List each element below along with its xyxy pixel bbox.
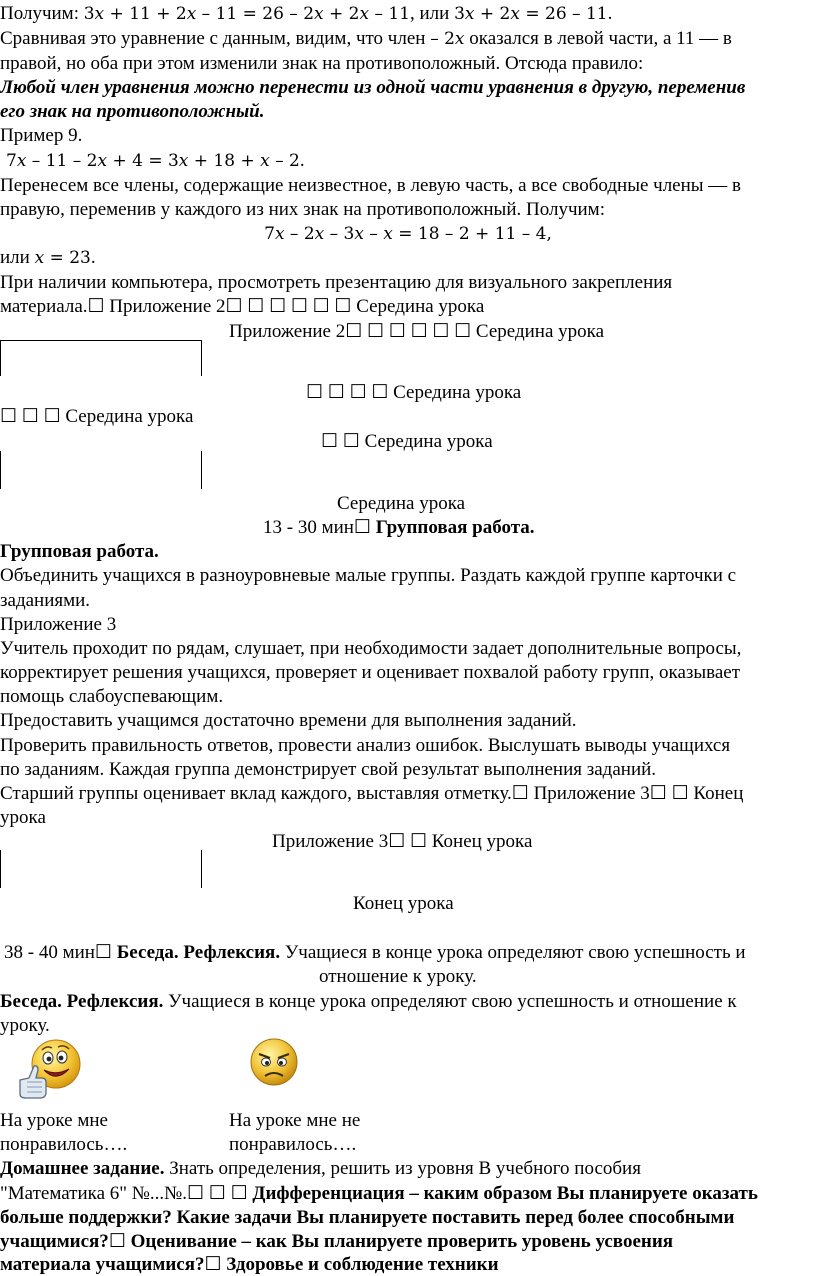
text-line: уроку. <box>0 1015 50 1036</box>
rule-text: его знак на противоположный. <box>0 101 265 122</box>
text-line: Приложение 3☐ ☐ Конец урока <box>272 831 533 852</box>
text-line: урока <box>0 807 46 828</box>
text-line: ☐ ☐ ☐ ☐ Середина урока <box>306 382 522 403</box>
section-timing: 38 - 40 мин☐ Беседа. Рефлексия. Учащиеся в конце урока определяют свою успешность и <box>4 942 746 963</box>
table-cell-border <box>0 850 202 888</box>
text-line: по заданиям. Каждая группа демонстрирует свой результат выполнения заданий. <box>0 759 657 780</box>
frowning-smiley-icon <box>249 1036 299 1088</box>
dislike-caption: На уроке мне не <box>229 1110 361 1131</box>
text-line: Середина урока <box>337 493 466 514</box>
rule-text: Любой член уравнения можно перенести из одной части уравнения в другую, переменив <box>0 77 746 98</box>
text-line: заданиями. <box>0 590 91 611</box>
table-cell-border <box>0 340 202 376</box>
text-line: больше поддержки? Какие задачи Вы планируете поставить перед более способными <box>0 1207 735 1228</box>
section-heading: Групповая работа. <box>0 541 159 562</box>
text-line: Предоставить учащимся достаточно времени для выполнения заданий. <box>0 710 577 731</box>
equation: 7𝑥 – 2𝑥 – 3𝑥 – 𝑥 = 18 – 2 + 11 – 4, <box>264 224 552 244</box>
text-line: "Математика 6" №...№.☐ ☐ ☐ Дифференциация – каким образом Вы планируете оказать <box>0 1183 758 1204</box>
dislike-caption: понравилось…. <box>229 1134 357 1155</box>
section-timing: 13 - 30 мин☐ Групповая работа. <box>263 517 535 538</box>
text-line: отношение к уроку. <box>319 966 477 987</box>
text-line: ☐ ☐ ☐ Середина урока <box>0 406 194 427</box>
text-line: Старший группы оценивает вклад каждого, выставляя отметку.☐ Приложение 3☐ ☐ Конец <box>0 783 744 804</box>
text-line: Перенесем все члены, содержащие неизвестное, в левую часть, а все свободные члены — в <box>0 175 742 196</box>
thumbs-up-smiley-icon <box>14 1036 86 1100</box>
text-line: материала учащимися?☐ Здоровье и соблюдение техники <box>0 1254 499 1275</box>
text-line: материала.☐ Приложение 2☐ ☐ ☐ ☐ ☐ ☐ Середина урока <box>0 296 485 317</box>
text-line: Объединить учащихся в разноуровневые малые группы. Раздать каждой группе карточки с <box>0 565 737 586</box>
equation: 7𝑥 – 11 – 2𝑥 + 4 = 3𝑥 + 18 + 𝑥 – 2. <box>6 150 305 171</box>
text-line: правую, переменив у каждого из них знак на противоположный. Получим: <box>0 199 605 220</box>
text-line: Приложение 3 <box>0 614 117 635</box>
text-line: помощь слабоуспевающим. <box>0 686 224 707</box>
homework-line: Домашнее задание. Знать определения, решить из уровня В учебного пособия <box>0 1158 641 1179</box>
text-line: При наличии компьютера, просмотреть презентацию для визуального закрепления <box>0 272 673 293</box>
like-caption: На уроке мне <box>0 1110 108 1131</box>
table-cell-border <box>0 451 202 489</box>
text-line: Приложение 2☐ ☐ ☐ ☐ ☐ ☐ Середина урока <box>229 321 605 342</box>
text-line: ☐ ☐ Середина урока <box>321 431 493 452</box>
text-line: Проверить правильность ответов, провести анализ ошибок. Выслушать выводы учащихся <box>0 735 731 756</box>
text-line: Беседа. Рефлексия. Учащиеся в конце урока определяют свою успешность и отношение к <box>0 991 737 1012</box>
text-line: учащимися?☐ Оценивание – как Вы планируете проверить уровень усвоения <box>0 1231 674 1252</box>
example-heading: Пример 9. <box>0 125 83 146</box>
text-line: Получим: 3𝑥 + 11 + 2𝑥 – 11 = 26 – 2𝑥 + 2𝑥 – 11, или 3𝑥 + 2𝑥 = 26 – 11. <box>0 3 613 24</box>
text-line: Конец урока <box>353 893 454 914</box>
text-line: или 𝑥 = 23. <box>0 247 96 268</box>
text-line: правой, но оба при этом изменили знак на противоположный. Отсюда правило: <box>0 53 644 74</box>
like-caption: понравилось…. <box>0 1134 128 1155</box>
text-line: Сравнивая это уравнение с данным, видим, что член – 2𝑥 оказался в левой части, а 11 — в <box>0 28 732 49</box>
text-line: корректирует решения учащихся, проверяет и оценивает похвалой работу групп, оказывает <box>0 662 741 683</box>
text-line: Учитель проходит по рядам, слушает, при необходимости задает дополнительные вопросы, <box>0 638 742 659</box>
